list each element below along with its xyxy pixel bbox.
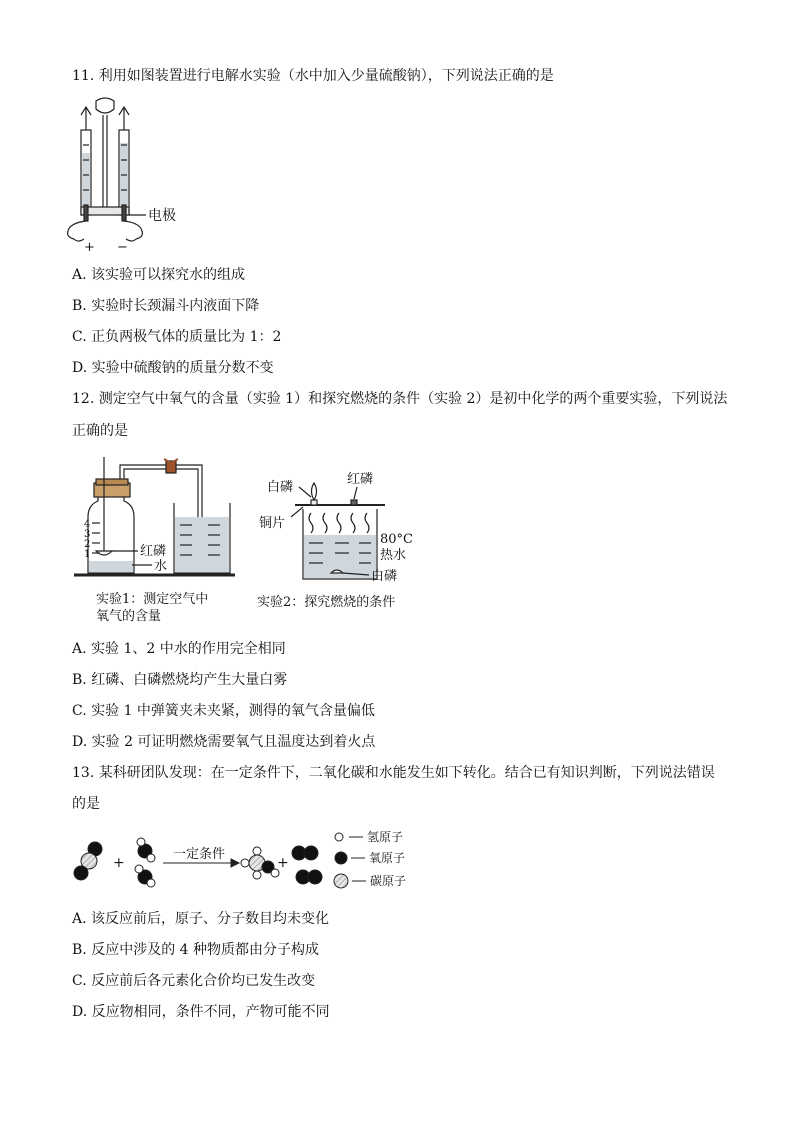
- q13-option-a: A. 该反应前后，原子、分子数目均未变化: [72, 911, 330, 927]
- q12-option-a: A. 实验 1、2 中水的作用完全相同: [72, 641, 286, 657]
- plus-sign: +: [84, 240, 95, 255]
- q11-electrolysis-figure: [60, 95, 180, 255]
- legend-oxygen: 氧原子: [369, 851, 406, 865]
- scale-4: 4: [84, 519, 91, 530]
- exp2-red-phosphorus: 红磷: [347, 472, 374, 487]
- q12-option-c: C. 实验 1 中弹簧夹未夹紧，测得的氧气含量偏低: [72, 703, 375, 719]
- q13-option-d: D. 反应物相同，条件不同，产物可能不同: [72, 1004, 330, 1020]
- q12-option-b: B. 红磷、白磷燃烧均产生大量白雾: [72, 672, 288, 688]
- reaction-plus-2: +: [277, 855, 289, 871]
- electrode-label: 电极: [148, 208, 176, 224]
- q12-experiment2-figure: [255, 465, 425, 615]
- q13-stem-line1: 13. 某科研团队发现：在一定条件下，二氧化碳和水能发生如下转化。结合已有知识判断，下列说法错误: [72, 765, 715, 781]
- exp2-copper-plate: 铜片: [259, 516, 286, 531]
- label-red-phosphorus: 红磷: [140, 544, 167, 559]
- q12-experiment1-figure: [70, 455, 245, 630]
- scale-2: 2: [84, 539, 91, 550]
- q11-option-b: B. 实验时长颈漏斗内液面下降: [72, 298, 260, 314]
- exp2-temperature: 80°C: [380, 532, 413, 547]
- q13-reaction-figure: [65, 825, 425, 895]
- exp2-hot-water: 热水: [380, 548, 407, 563]
- exp2-white-phosphorus-top: 白磷: [267, 480, 294, 495]
- exp1-caption-line1: 实验1：测定空气中: [96, 592, 209, 607]
- q12-stem-line2: 正确的是: [72, 423, 128, 439]
- q12-option-d: D. 实验 2 可证明燃烧需要氧气且温度达到着火点: [72, 734, 376, 750]
- exp2-caption: 实验2：探究燃烧的条件: [257, 595, 396, 610]
- q12-stem-line1: 12. 测定空气中氧气的含量（实验 1）和探究燃烧的条件（实验 2）是初中化学的两个重要实验，下列说法: [72, 391, 728, 407]
- exp1-caption-line2: 氧气的含量: [96, 609, 162, 624]
- label-water: 水: [154, 559, 168, 574]
- q11-option-c: C. 正负两极气体的质量比为 1：2: [72, 329, 282, 345]
- q11-stem: 11. 利用如图装置进行电解水实验（水中加入少量硫酸钠），下列说法正确的是: [72, 68, 554, 84]
- q11-option-d: D. 实验中硫酸钠的质量分数不变: [72, 360, 274, 376]
- scale-3: 3: [84, 529, 91, 540]
- q13-option-b: B. 反应中涉及的 4 种物质都由分子构成: [72, 942, 319, 958]
- reaction-plus-1: +: [113, 855, 125, 871]
- exp2-white-phosphorus-bottom: 白磷: [371, 569, 398, 584]
- scale-1: 1: [84, 549, 91, 560]
- legend-carbon: 碳原子: [370, 874, 407, 888]
- legend-hydrogen: 氢原子: [367, 830, 404, 844]
- q13-stem-line2: 的是: [72, 796, 100, 812]
- q11-option-a: A. 该实验可以探究水的组成: [72, 267, 246, 283]
- reaction-condition: 一定条件: [173, 847, 226, 862]
- minus-sign: −: [117, 240, 128, 255]
- q13-option-c: C. 反应前后各元素化合价均已发生改变: [72, 973, 316, 989]
